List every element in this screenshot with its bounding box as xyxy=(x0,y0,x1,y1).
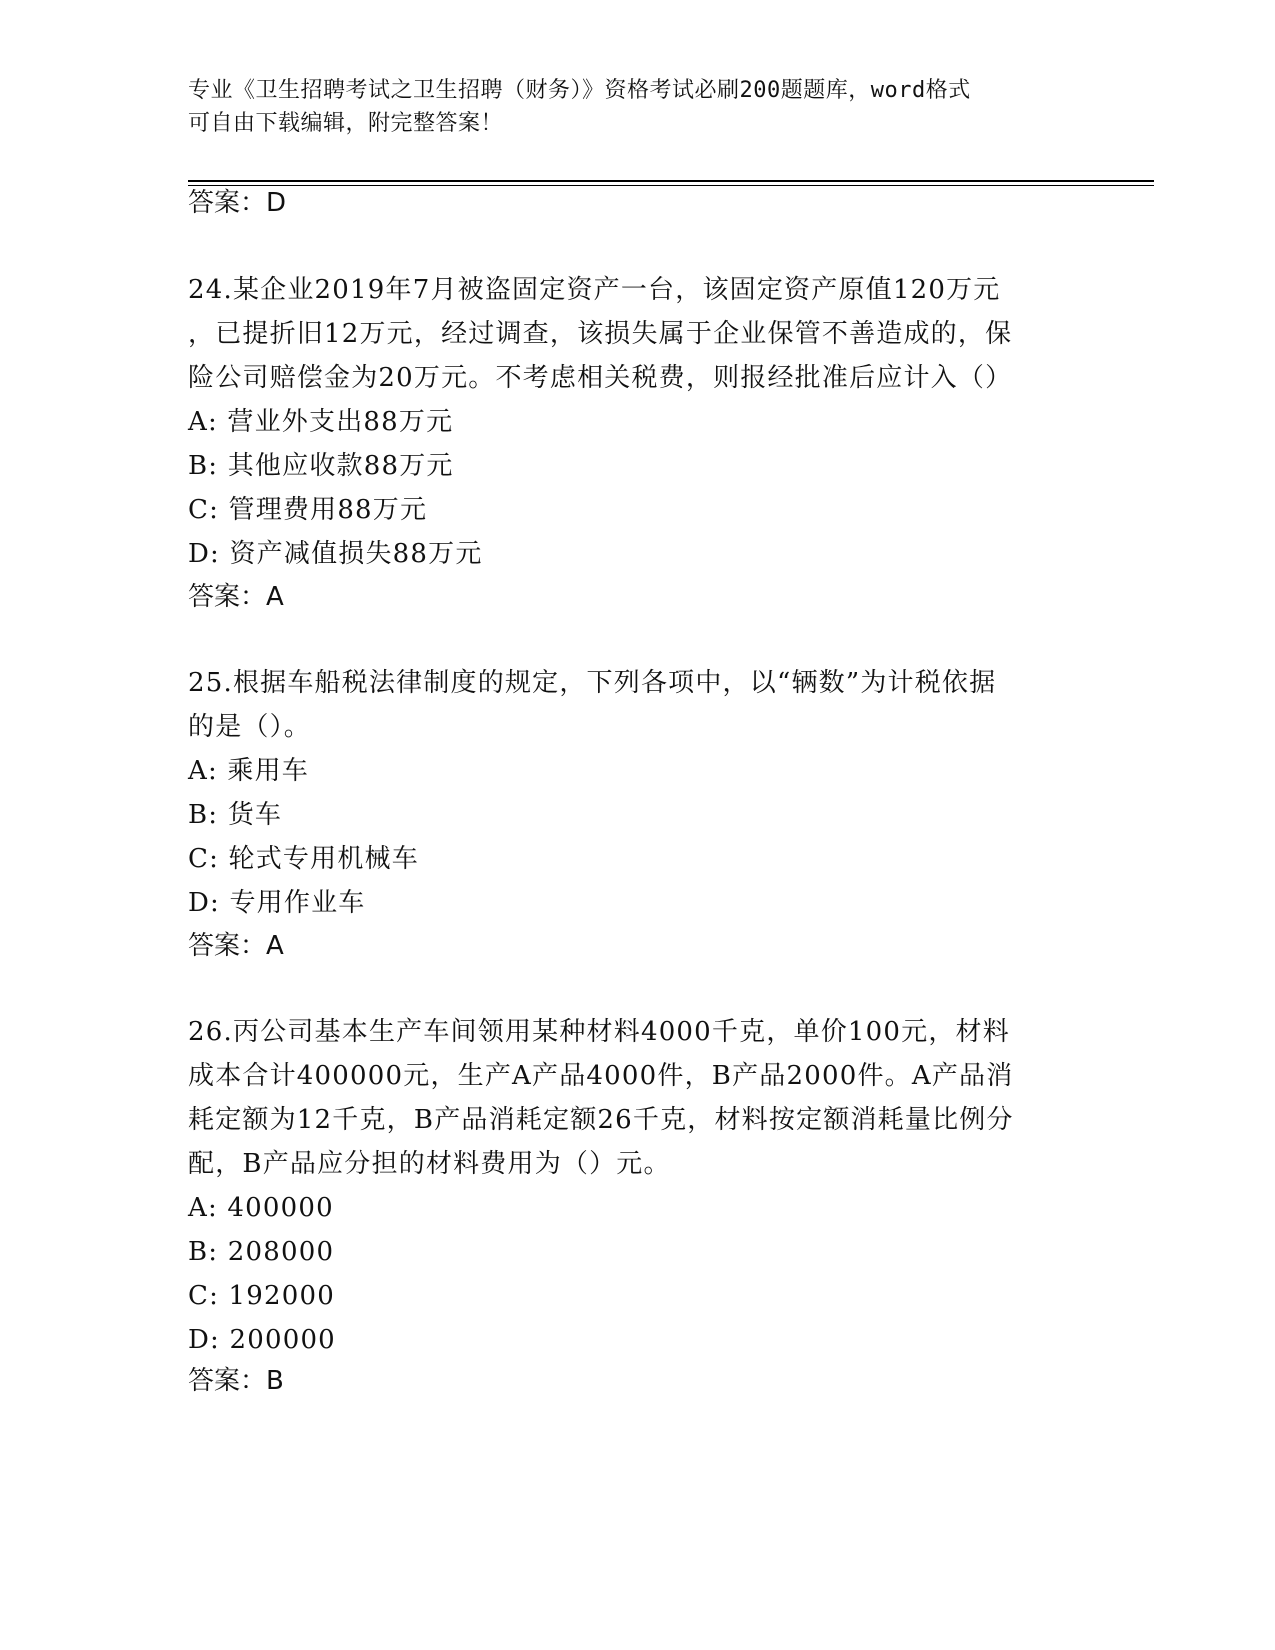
question-25-option-b: B: 货车 xyxy=(188,800,283,830)
question-25-line-1: 25.根据车船税法律制度的规定，下列各项中，以“辆数”为计税依据 xyxy=(188,668,997,698)
question-24-option-a: A: 营业外支出88万元 xyxy=(188,407,454,437)
question-25-option-d: D: 专用作业车 xyxy=(188,888,366,918)
question-26-line-4: 配，B产品应分担的材料费用为（）元。 xyxy=(188,1149,671,1179)
question-26-line-1: 26.丙公司基本生产车间领用某种材料4000千克，单价100元，材料 xyxy=(188,1017,1010,1047)
question-24-line-2: ，已提折旧12万元，经过调查，该损失属于企业保管不善造成的，保 xyxy=(188,319,1013,349)
header-rule-thin xyxy=(188,185,1154,186)
question-26-option-c: C: 192000 xyxy=(188,1281,335,1311)
question-25-line-2: 的是（）。 xyxy=(188,712,312,742)
question-24-option-c: C: 管理费用88万元 xyxy=(188,495,428,525)
question-24-line-3: 险公司赔偿金为20万元。不考虑相关税费，则报经批准后应计入（） xyxy=(188,363,1013,393)
question-26-line-3: 耗定额为12千克，B产品消耗定额26千克，材料按定额消耗量比例分 xyxy=(188,1105,1014,1135)
question-25-answer: 答案：A xyxy=(188,931,284,961)
question-24-option-b: B: 其他应收款88万元 xyxy=(188,451,454,481)
question-24-answer: 答案：A xyxy=(188,582,284,612)
question-26-option-b: B: 208000 xyxy=(188,1237,335,1267)
header-rule-thick xyxy=(188,180,1154,182)
question-26-option-a: A: 400000 xyxy=(188,1193,334,1223)
previous-answer: 答案：D xyxy=(188,188,287,218)
header-line-2: 可自由下载编辑，附完整答案！ xyxy=(188,111,504,136)
question-24-option-d: D: 资产减值损失88万元 xyxy=(188,539,483,569)
question-26-line-2: 成本合计400000元，生产A产品4000件，B产品2000件。A产品消 xyxy=(188,1061,1014,1091)
question-24-line-1: 24.某企业2019年7月被盗固定资产一台，该固定资产原值120万元 xyxy=(188,275,1001,305)
question-25-option-a: A: 乘用车 xyxy=(188,756,310,786)
question-26-answer: 答案：B xyxy=(188,1366,284,1396)
document-header xyxy=(188,74,1078,140)
question-26-option-d: D: 200000 xyxy=(188,1325,336,1355)
question-25-option-c: C: 轮式专用机械车 xyxy=(188,844,419,874)
header-line-1: 专业《卫生招聘考试之卫生招聘（财务）》资格考试必刷200题题库，word格式 xyxy=(188,78,971,103)
